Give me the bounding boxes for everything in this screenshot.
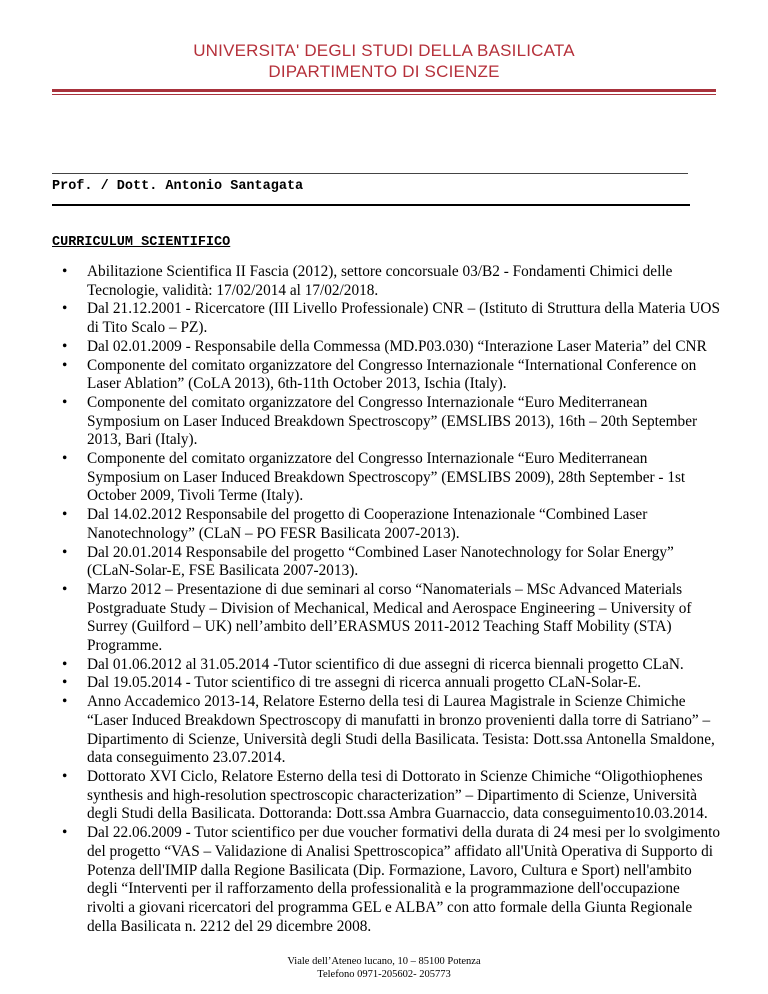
cv-item-text: Dal 02.01.2009 - Responsabile della Commessa (MD.P03.030) “Interazione Laser Materia” del CNR — [87, 337, 707, 355]
cv-item-text: Dal 22.06.2009 - Tutor scientifico per due voucher formativi della durata di 24 mesi per lo svolgimento del progetto “VAS – Validazione di Analisi Spettroscopica” affidato all'Unità Operativa di Supporto di Potenza dell'IMIP dalla Regione Basilicata (Dip. Formazione, Lavoro, Cultura e Sport) nell'ambito degli “Interventi per il rafforzamento della professionalità e la programmazione dell'occupazione rivolti a giovani ricercatori del programma GEL e ALBA” con atto formale della Giunta Regionale della Basilicata n. 2212 del 29 dicembre 2008. — [87, 824, 720, 935]
cv-item — [52, 450, 720, 506]
footer-address: Viale dell’Ateneo lucano, 10 – 85100 Potenza — [287, 956, 481, 967]
cv-item-text: Marzo 2012 – Presentazione di due seminari al corso “Nanomaterials – MSc Advanced Materials Postgraduate Study – Division of Mechanical, Medical and Aerospace Engineering – University of Surrey (Guilford – UK) nell’ambito dell’ERASMUS 2011-2012 Teaching Staff Mobility (STA) Programme. — [87, 580, 692, 655]
cv-item-text: Abilitazione Scientifica II Fascia (2012), settore concorsuale 03/B2 - Fondamenti Chimici delle Tecnologie, validità: 17/02/2014 al 17/02/2018. — [87, 263, 673, 299]
bullet-icon: • — [62, 356, 68, 374]
cv-item-text: Componente del comitato organizzatore del Congresso Internazionale “Euro Mediterranean Symposium on Laser Induced Breakdown Spectroscopy” (EMSLIBS 2009), 28th September - 1st October 2009, Tivoli Terme (Italy). — [87, 450, 686, 505]
cv-item — [52, 674, 720, 693]
cv-item-text: Dal 14.02.2012 Responsabile del progetto di Cooperazione Intenazionale “Combined Laser Nanotechnology” (CLaN – PO FESR Basilicata 2007-2013). — [87, 506, 648, 542]
cv-item-text: Anno Accademico 2013-14, Relatore Esterno della tesi di Laurea Magistrale in Scienze Chimiche “Laser Induced Breakdown Spectroscopy di manufatti in bronzo provenienti dalla torre di Satriano” – Dipartimento di Scienze, Università degli Studi della Basilicata. Tesista: Dott.ssa Antonella Smaldone, data conseguimento 23.07.2014. — [87, 693, 715, 767]
header-rule-thick — [52, 89, 716, 92]
bullet-icon: • — [62, 655, 68, 673]
bullet-icon: • — [62, 580, 68, 598]
cv-item — [52, 656, 720, 675]
cv-item — [52, 338, 720, 357]
cv-item — [52, 824, 720, 936]
bullet-icon: • — [62, 543, 68, 561]
bullet-icon: • — [62, 450, 68, 468]
signature-line — [52, 173, 688, 174]
cv-item — [52, 357, 720, 394]
bullet-icon: • — [62, 767, 68, 785]
bullet-icon: • — [62, 693, 68, 711]
person-name: Prof. / Dott. Antonio Santagata — [52, 179, 304, 194]
cv-item-list — [52, 263, 720, 936]
header-rule-thin — [52, 94, 716, 95]
cv-item-text: Dal 20.01.2014 Responsabile del progetto “Combined Laser Nanotechnology for Solar Energy” (CLaN-Solar-E, FSE Basilicata 2007-2013). — [87, 543, 674, 580]
name-underline-rule — [52, 204, 690, 206]
cv-item-text: Dal 21.12.2001 - Ricercatore (III Livello Professionale) CNR – (Istituto di Struttura della Materia UOS di Tito Scalo – PZ). — [87, 300, 720, 337]
footer-phone: Telefono 0971-205602- 205773 — [317, 969, 451, 980]
cv-item — [52, 394, 720, 450]
cv-item-text: Dal 19.05.2014 - Tutor scientifico di tre assegni di ricerca annuali progetto CLaN-Solar-E. — [87, 674, 642, 692]
cv-item — [52, 263, 720, 300]
bullet-icon: • — [62, 824, 68, 842]
cv-item — [52, 544, 720, 581]
bullet-icon: • — [62, 393, 68, 411]
letterhead — [0, 40, 768, 82]
section-title: CURRICULUM SCIENTIFICO — [52, 235, 231, 250]
bullet-icon: • — [62, 300, 68, 318]
bullet-icon: • — [62, 506, 68, 524]
bullet-icon: • — [62, 674, 68, 692]
cv-item — [52, 506, 720, 543]
university-name: UNIVERSITA' DEGLI STUDI DELLA BASILICATA — [193, 41, 575, 60]
cv-item — [52, 693, 720, 768]
cv-item-text: Dal 01.06.2012 al 31.05.2014 -Tutor scientifico di due assegni di ricerca biennali progetto CLaN. — [87, 655, 684, 673]
cv-item-text: Dottorato XVI Ciclo, Relatore Esterno della tesi di Dottorato in Scienze Chimiche “Oligothiophenes synthesis and high-resolution spectroscopic characterization” – Dipartimento di Scienze, Università degli Studi della Basilicata. Dottoranda: Dott.ssa Ambra Guarnaccio, data conseguimento10.03.2014. — [87, 767, 708, 823]
bullet-icon: • — [62, 263, 68, 280]
department-name: DIPARTIMENTO DI SCIENZE — [268, 62, 500, 81]
cv-item — [52, 581, 720, 656]
cv-item-text: Componente del comitato organizzatore del Congresso Internazionale “International Conference on Laser Ablation” (CoLA 2013), 6th-11th October 2013, Ischia (Italy). — [87, 356, 697, 393]
cv-item — [52, 768, 720, 824]
cv-item-text: Componente del comitato organizzatore del Congresso Internazionale “Euro Mediterranean Symposium on Laser Induced Breakdown Spectroscopy” (EMSLIBS 2013), 16th – 20th September 2013, Bari (Italy). — [87, 393, 698, 449]
bullet-icon: • — [62, 337, 68, 355]
cv-item — [52, 300, 720, 337]
